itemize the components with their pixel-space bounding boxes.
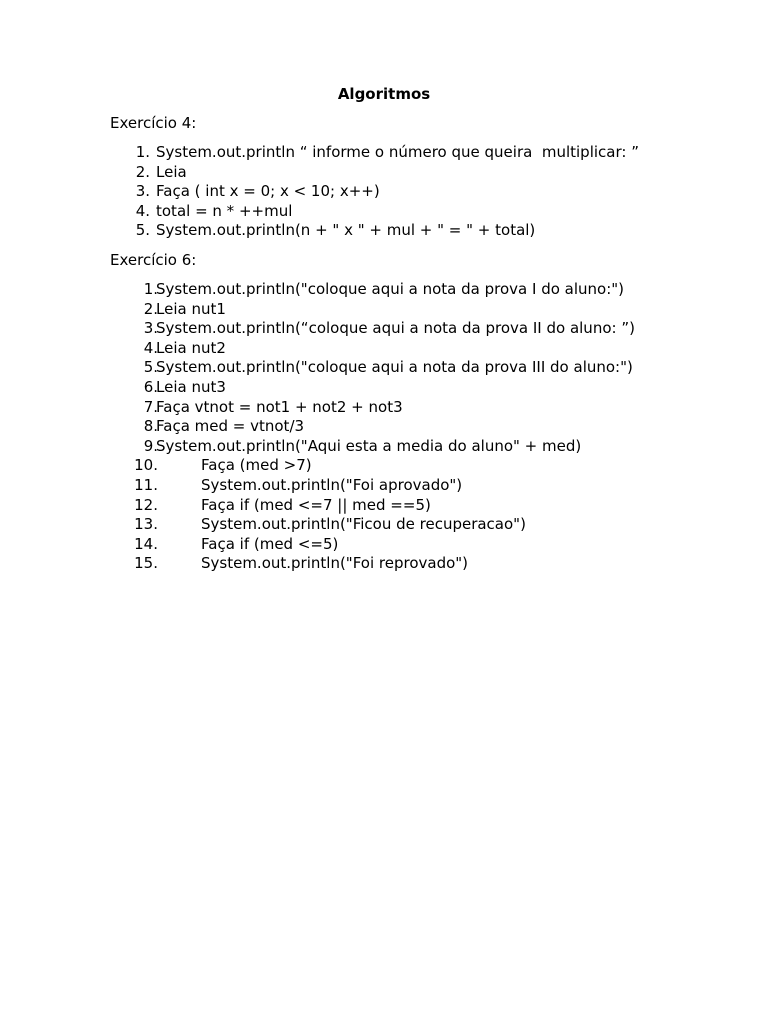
item-text: System.out.println("Foi reprovado") (201, 554, 469, 573)
item-number: 4. (135, 201, 150, 220)
item-number: 11. (134, 475, 158, 494)
item-number: 3. (143, 319, 158, 338)
item-number: 1. (135, 143, 150, 161)
item-number: 14. (134, 534, 158, 553)
exercise-6-heading: Exercício 6: (110, 251, 197, 269)
exercise-4-heading: Exercício 4: (110, 114, 197, 132)
item-text: System.out.println("coloque aqui a nota da prova I do aluno:") (156, 280, 625, 298)
item-text: Faça med = vtnot/3 (156, 417, 305, 436)
item-text: total = n * ++mul (156, 201, 293, 220)
item-number: 10. (134, 456, 158, 475)
item-number: 12. (134, 495, 158, 514)
item-text: Faça if (med <=5) (201, 534, 339, 553)
item-number: 5. (143, 358, 158, 377)
item-number: 8. (143, 417, 158, 436)
item-text: Leia nut2 (156, 338, 226, 357)
item-text: Faça if (med <=7 || med ==5) (201, 495, 431, 514)
item-text: System.out.println("Aqui esta a media do aluno" + med) (156, 436, 582, 455)
item-number: 2. (143, 299, 158, 318)
item-text: System.out.println(“coloque aqui a nota da prova II do aluno: ”) (156, 319, 635, 338)
item-text: System.out.println(n + " x " + mul + " = " + total) (156, 221, 536, 240)
item-number: 2. (135, 162, 150, 181)
item-text: System.out.println “ informe o número que queira multiplicar: ” (156, 143, 639, 161)
item-number: 9. (143, 436, 158, 455)
item-number: 3. (135, 182, 150, 201)
item-text: Faça (med >7) (201, 456, 312, 475)
item-text: Faça ( int x = 0; x < 10; x++) (156, 182, 380, 201)
item-text: Leia nut1 (156, 299, 226, 318)
item-text: Leia nut3 (156, 377, 226, 396)
item-text: System.out.println("Ficou de recuperacao") (201, 515, 526, 534)
item-number: 1. (143, 280, 158, 298)
item-text: System.out.println("Foi aprovado") (201, 475, 463, 494)
item-text: Faça vtnot = not1 + not2 + not3 (156, 397, 403, 416)
item-number: 5. (135, 221, 150, 240)
item-number: 7. (143, 397, 158, 416)
item-number: 6. (143, 377, 158, 396)
item-number: 15. (134, 554, 158, 573)
item-text: Leia (156, 162, 187, 181)
item-number: 13. (134, 515, 158, 534)
item-text: System.out.println("coloque aqui a nota da prova III do aluno:") (156, 358, 633, 377)
document-title: Algoritmos (337, 85, 431, 103)
item-number: 4. (143, 338, 158, 357)
